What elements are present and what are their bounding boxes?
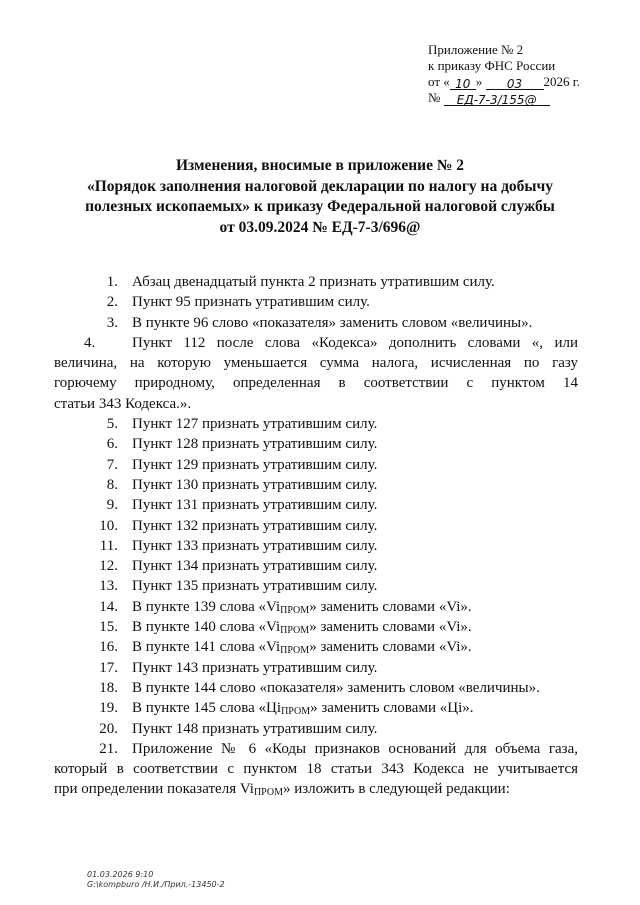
file-footer bbox=[87, 870, 225, 890]
list-item: 18. В пункте 144 слово «показателя» заменить словом «величины». bbox=[99, 679, 540, 696]
date-quote: » bbox=[475, 74, 483, 89]
list-item: 1. Абзац двенадцатый пункта 2 признать утратившим силу. bbox=[106, 274, 495, 290]
document-title bbox=[60, 156, 580, 238]
list-item: 13. Пункт 135 признать утратившим силу. bbox=[99, 578, 378, 595]
footer-timestamp: 01.03.2026 9:10 bbox=[87, 870, 154, 879]
list-item: 15. В пункте 140 слова «$Vi_{ПРОМ}$» заменить словами «Vi». bbox=[99, 619, 472, 637]
list-item: 20. Пункт 148 признать утратившим силу. bbox=[99, 720, 378, 737]
list-item: 10. Пункт 132 признать утратившим силу. bbox=[99, 517, 378, 534]
list-item: 14. В пункте 139 слова «$Vi_{ПРОМ}$» заменить словами «Vi». bbox=[99, 598, 472, 616]
list-item: 2. Пункт 95 признать утратившим силу. bbox=[106, 294, 370, 311]
stamp-line-annex: Приложение № 2 bbox=[428, 42, 524, 57]
number-prefix: № bbox=[428, 90, 441, 105]
title-line-3: полезных ископаемых» к приказу Федеральной налоговой службы bbox=[85, 198, 555, 215]
date-prefix: от « bbox=[428, 74, 450, 89]
order-number: ЕД-7-3/155@ bbox=[444, 92, 550, 106]
title-line-2: «Порядок заполнения налоговой декларации по налогу на добычу bbox=[86, 177, 554, 195]
list-item: 8. Пункт 130 признать утратившим силу. bbox=[106, 476, 378, 493]
list-item: 7. Пункт 129 признать утратившим силу. bbox=[106, 456, 378, 473]
title-line-4: от 03.09.2024 № ЕД-7-3/696@ bbox=[219, 218, 421, 236]
amendments-list bbox=[54, 272, 578, 800]
list-item: 21. Приложение № 6 «Коды признаков оснований для объема газа, который в соответствии с пунктом 18 статьи 343 Кодекса не учитывается при определении показателя $Vi_{ПРОМ}$» изложить в следующей редакции: bbox=[54, 740, 578, 799]
footer-path: G:\kompburo /Н.И./Прил.-13450-2 bbox=[87, 880, 225, 889]
date-year: 2026 г. bbox=[543, 74, 580, 89]
stamp-line-order: к приказу ФНС России bbox=[428, 58, 556, 73]
list-item: 6. Пункт 128 признать утратившим силу. bbox=[106, 436, 378, 453]
list-item: 17. Пункт 143 признать утратившим силу. bbox=[99, 659, 378, 676]
list-item: 5. Пункт 127 признать утратившим силу. bbox=[106, 416, 378, 433]
date-month: 03 bbox=[486, 76, 544, 90]
list-item: 3. В пункте 96 слово «показателя» заменить словом «величины». bbox=[106, 314, 533, 331]
list-item: 11. Пункт 133 признать утратившим силу. bbox=[99, 537, 378, 554]
stamp-line-date bbox=[428, 74, 628, 90]
list-item: 16. В пункте 141 слова «$Vi_{ПРОМ}$» заменить словами «Vi». bbox=[99, 639, 472, 657]
list-item: 19. В пункте 145 слова «$Цi_{ПРОМ}$» заменить словами «Цi». bbox=[99, 700, 474, 718]
list-item: 4. Пункт 112 после слова «Кодекса» дополнить словами «, или величина, на которую уменьшается сумма налога, исчисленная по газу горючему природному, определенная в соответствии с пунктом 14 статьи 343 Кодекса.». bbox=[54, 334, 578, 412]
stamp-line-number bbox=[428, 90, 628, 106]
title-line-1: Изменения, вносимые в приложение № 2 bbox=[175, 157, 465, 174]
list-item: 9. Пункт 131 признать утратившим силу. bbox=[106, 497, 378, 514]
list-item: 12. Пункт 134 признать утратившим силу. bbox=[99, 558, 378, 575]
approval-stamp bbox=[428, 42, 628, 106]
date-day: 10 bbox=[450, 76, 476, 90]
